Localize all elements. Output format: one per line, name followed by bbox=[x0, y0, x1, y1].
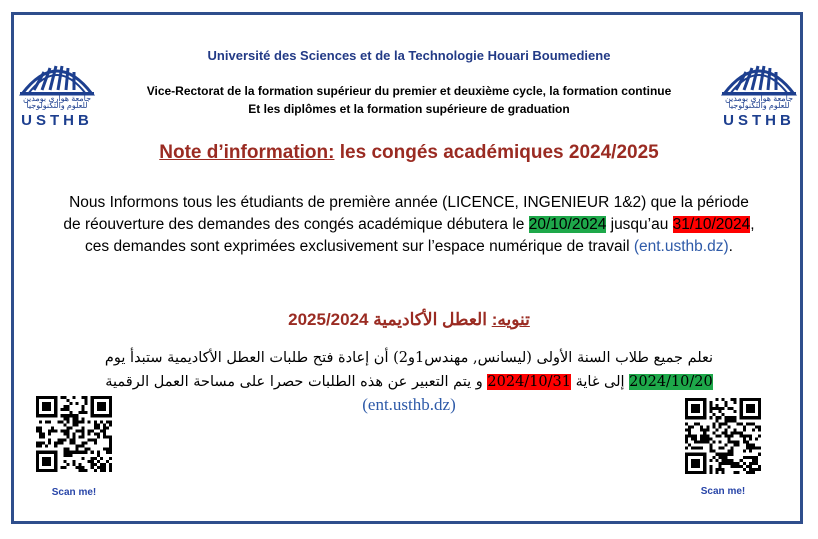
arabic-title-rest: العطل الأكاديمية 2025/2024 bbox=[288, 310, 492, 329]
logo-arabic-text: جامعة هواري بومدين للعلوم والتكنولوجيا bbox=[22, 94, 92, 110]
french-text-2: jusqu’au bbox=[606, 216, 673, 233]
start-date: 20/10/2024 bbox=[528, 216, 607, 233]
arabic-end-date: 2024/10/31 bbox=[487, 374, 571, 390]
arabic-start-date: 2024/10/20 bbox=[629, 374, 713, 390]
scan-label-right: Scan me! bbox=[700, 486, 746, 497]
french-text-3: , ces demandes sont exprimées exclusivement sur l’espace numérique de travail bbox=[85, 216, 755, 255]
french-paragraph bbox=[60, 192, 758, 258]
arabic-text-1: نعلم جميع طلاب السنة الأولى (ليسانس, مهندس1و2) أن إعادة فتح طلبات العطل الأكاديمية ستبدأ يوم bbox=[104, 350, 714, 366]
arabic-paragraph bbox=[90, 346, 728, 394]
notice-title-prefix: Note d’information: bbox=[159, 142, 335, 163]
notice-title-rest: les congés académiques 2024/2025 bbox=[334, 142, 659, 163]
scan-label-left: Scan me! bbox=[51, 487, 97, 498]
notice-title bbox=[0, 142, 818, 164]
qr-code-right[interactable] bbox=[685, 398, 761, 474]
ent-link[interactable]: (ent.usthb.dz) bbox=[633, 238, 729, 255]
arabic-title-prefix: تنويه: bbox=[491, 310, 530, 329]
logo-text: USTHB bbox=[723, 112, 795, 129]
arabic-text-3: و يتم التعبير عن هذه الطلبات حصرا على مساحة العمل الرقمية bbox=[105, 374, 488, 390]
logo-arabic-text: جامعة هواري بومدين للعلوم والتكنولوجيا bbox=[724, 94, 794, 110]
end-date: 31/10/2024 bbox=[672, 216, 751, 233]
vice-rectorat bbox=[120, 82, 698, 118]
logo-text: USTHB bbox=[21, 112, 93, 129]
arabic-title bbox=[0, 310, 818, 330]
qr-code-left[interactable] bbox=[36, 396, 112, 472]
arabic-ent-link[interactable]: (ent.usthb.dz) bbox=[362, 395, 456, 414]
vice-rectorat-line2: Et les diplômes et la formation supérieure de graduation bbox=[248, 102, 570, 116]
french-text-4: . bbox=[728, 238, 733, 255]
vice-rectorat-line1: Vice-Rectorat de la formation supérieur du premier et deuxième cycle, la formation continue bbox=[146, 84, 672, 98]
french-text-1: Nous Informons tous les étudiants de première année (LICENCE, INGENIEUR 1&2) que la période de réouverture des demandes des congés académique débutera le bbox=[63, 194, 749, 233]
arabic-text-2: إلى غاية bbox=[570, 374, 630, 390]
university-name: Université des Sciences et de la Technologie Houari Boumediene bbox=[207, 48, 611, 63]
